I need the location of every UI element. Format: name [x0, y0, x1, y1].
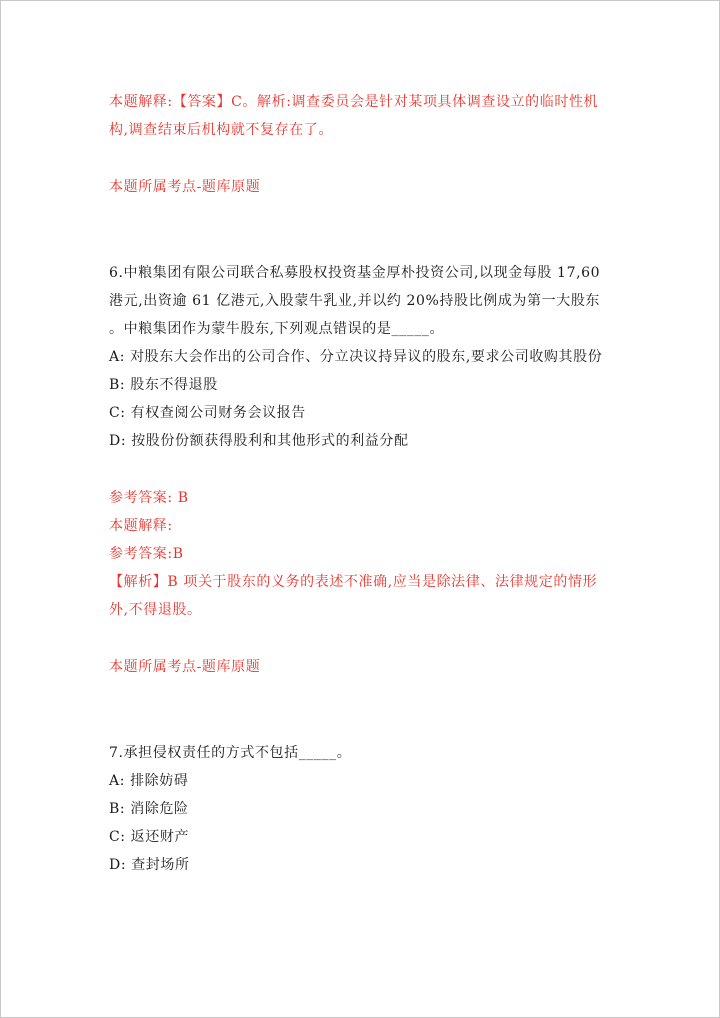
q6-explanation-label: 本题解释: — [109, 518, 173, 534]
q7-option-a: A: 排除妨碍 — [109, 773, 189, 789]
q6-option-d: D: 按股份份额获得股利和其他形式的利益分配 — [109, 433, 409, 449]
q7-stem: 7.承担侵权责任的方式不包括_____。 — [109, 745, 352, 761]
q6-stem-line-1: 6.中粮集团有限公司联合私募股权投资基金厚朴投资公司,以现金每股 17,60 — [109, 265, 601, 281]
q6-option-a: A: 对股东大会作出的公司合作、分立决议持异议的股东,要求公司收购其股份 — [109, 349, 603, 365]
q6-source-tag: 本题所属考点-题库原题 — [109, 659, 261, 675]
q6-answer-repeat: 参考答案:B — [109, 546, 184, 562]
q7-option-b: B: 消除危险 — [109, 801, 189, 817]
q5-source-tag: 本题所属考点-题库原题 — [109, 179, 261, 195]
q6-option-c: C: 有权查阅公司财务会议报告 — [109, 405, 306, 421]
q7-option-d: D: 查封场所 — [109, 857, 190, 873]
q7-option-c: C: 返还财产 — [109, 829, 190, 845]
q6-stem-line-2: 港元,出资逾 61 亿港元,入股蒙牛乳业,并以约 20%持股比例成为第一大股东 — [109, 293, 601, 309]
q5-explanation-line-2: 构,调查结束后机构就不复存在了。 — [109, 122, 334, 138]
q6-option-b: B: 股东不得退股 — [109, 377, 218, 393]
q6-analysis-line-2: 外,不得退股。 — [109, 602, 202, 618]
q6-answer: 参考答案: B — [109, 490, 189, 506]
q6-analysis-line-1: 【解析】B 项关于股东的义务的表述不准确,应当是除法律、法律规定的情形 — [109, 574, 598, 590]
q6-stem-line-3: 。中粮集团作为蒙牛股东,下列观点错误的是_____。 — [109, 321, 445, 337]
q5-explanation-line-1: 本题解释:【答案】C。解析:调查委员会是针对某项具体调查设立的临时性机 — [109, 94, 599, 110]
